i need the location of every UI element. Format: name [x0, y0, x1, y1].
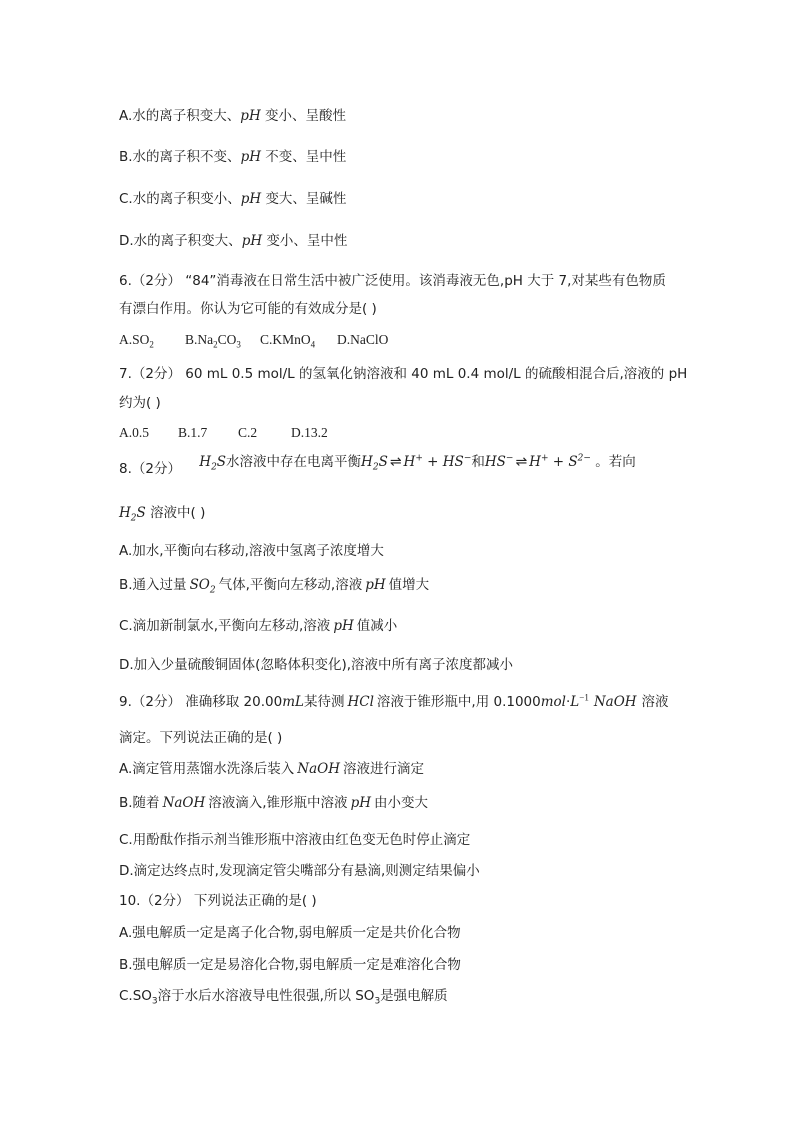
q6-options — [119, 330, 388, 350]
q9-stem-line1: 9.（2分） 准确移取 20.00mL某待测 HCl 溶液于锥形瓶中,用 $0.1000mol\cdot L^{-1}$ NaOH 溶液 — [119, 692, 669, 710]
q8-option-d: D.加入少量硫酸铜固体(忽略体积变化),溶液中所有离子浓度都减小 — [119, 657, 514, 673]
q5-a-pre: A.水的离子积变大、 — [119, 108, 241, 124]
q7-stem-line2: 约为( ) — [119, 395, 161, 411]
q9-option-b: B.随着 NaOH 溶液滴入,锥形瓶中溶液 pH 由小变大 — [119, 795, 428, 811]
q8-equation: $H_2S$水溶液中存在电离平衡$H_2S$ ⇌ H+ + HS−和HS− ⇌ $H^+ + S^{2-}$ 。若向 — [199, 453, 636, 473]
q10-option-b: B.强电解质一定是易溶化合物,弱电解质一定是难溶化合物 — [119, 957, 461, 973]
q8-option-c: C.滴加新制氯水,平衡向左移动,溶液 pH 值减小 — [119, 618, 398, 634]
q7-option-b: B.1.7 — [178, 425, 208, 440]
q10-option-a: A.强电解质一定是离子化合物,弱电解质一定是共价化合物 — [119, 925, 461, 941]
q5-option-b — [119, 147, 346, 167]
ph-symbol: pH — [240, 191, 262, 207]
q5-c-post: 变大、呈碱性 — [265, 191, 347, 207]
q7-option-d: D.13.2 — [291, 425, 328, 440]
ph-symbol: pH — [241, 233, 263, 249]
q6-option-b: $B.Na_2CO_3$ — [185, 332, 241, 350]
q10-stem: 10.（2分） 下列说法正确的是( ) — [119, 893, 317, 909]
q6-stem-line2: 有漂白作用。你认为它可能的有效成分是( ) — [119, 301, 377, 317]
q8-option-b: B.通入过量 $SO_2$ 气体,平衡向左移动,溶液 pH 值增大 — [119, 577, 430, 596]
q5-d-post: 变小、呈中性 — [266, 233, 348, 249]
q8-number: 8.（2分） — [119, 461, 181, 477]
q9-option-a: A.滴定管用蒸馏水洗涤后装入 NaOH 溶液进行滴定 — [119, 761, 424, 777]
q5-a-post: 变小、呈酸性 — [265, 108, 347, 124]
q6-option-c: C.KMnO$_4$ — [260, 332, 316, 350]
q5-c-pre: C.水的离子积变小、 — [119, 191, 241, 207]
q7-options — [119, 423, 328, 443]
ph-symbol: pH — [240, 149, 261, 165]
q5-b-post: 不变、呈中性 — [265, 149, 347, 165]
q8-stem-line2: $H_2S$ 溶液中( ) — [119, 505, 206, 524]
equilibrium-arrow-icon: ⇌ — [389, 454, 402, 470]
q6-stem-line1: 6.（2分） “84”消毒液在日常生活中被广泛使用。该消毒液无色,pH 大于 7,对某些有色物质 — [119, 273, 666, 289]
q8-option-a: A.加水,平衡向右移动,溶液中氢离子浓度增大 — [119, 543, 384, 559]
q5-d-pre: D.水的离子积变大、 — [119, 233, 242, 249]
q9-option-d: D.滴定达终点时,发现滴定管尖嘴部分有悬滴,则测定结果偏小 — [119, 863, 480, 879]
q6-option-a: $A.SO_2$ — [119, 332, 154, 350]
q7-option-a: A.0.5 — [119, 425, 149, 440]
q5-option-a — [119, 106, 346, 126]
q9-option-c: C.用酚酞作指示剂当锥形瓶中溶液由红色变无色时停止滴定 — [119, 832, 471, 848]
q9-stem-line2: 滴定。下列说法正确的是( ) — [119, 730, 283, 746]
q5-option-d — [119, 231, 347, 251]
q7-option-c: C.2 — [238, 425, 258, 440]
h2s-formula: $H_2S$ — [119, 505, 146, 524]
q10-option-c: $C.SO_3$溶于水后水溶液导电性很强,所以 $SO_3$是强电解质 — [119, 988, 448, 1007]
q5-b-pre: B.水的离子积不变、 — [119, 149, 241, 165]
equilibrium-arrow-icon: ⇌ — [515, 454, 528, 470]
q7-stem-line1: 7.（2分） 60 mL 0.5 mol/L 的氢氧化钠溶液和 40 mL 0.4 mol/L 的硫酸相混合后,溶液的 pH — [119, 366, 688, 382]
q6-option-d: D.NaClO — [337, 332, 389, 347]
h2s-formula: $H_2S$ — [199, 454, 227, 473]
ph-symbol: pH — [240, 108, 261, 124]
q5-option-c — [119, 189, 346, 209]
q8-stem-line1 — [119, 453, 636, 479]
